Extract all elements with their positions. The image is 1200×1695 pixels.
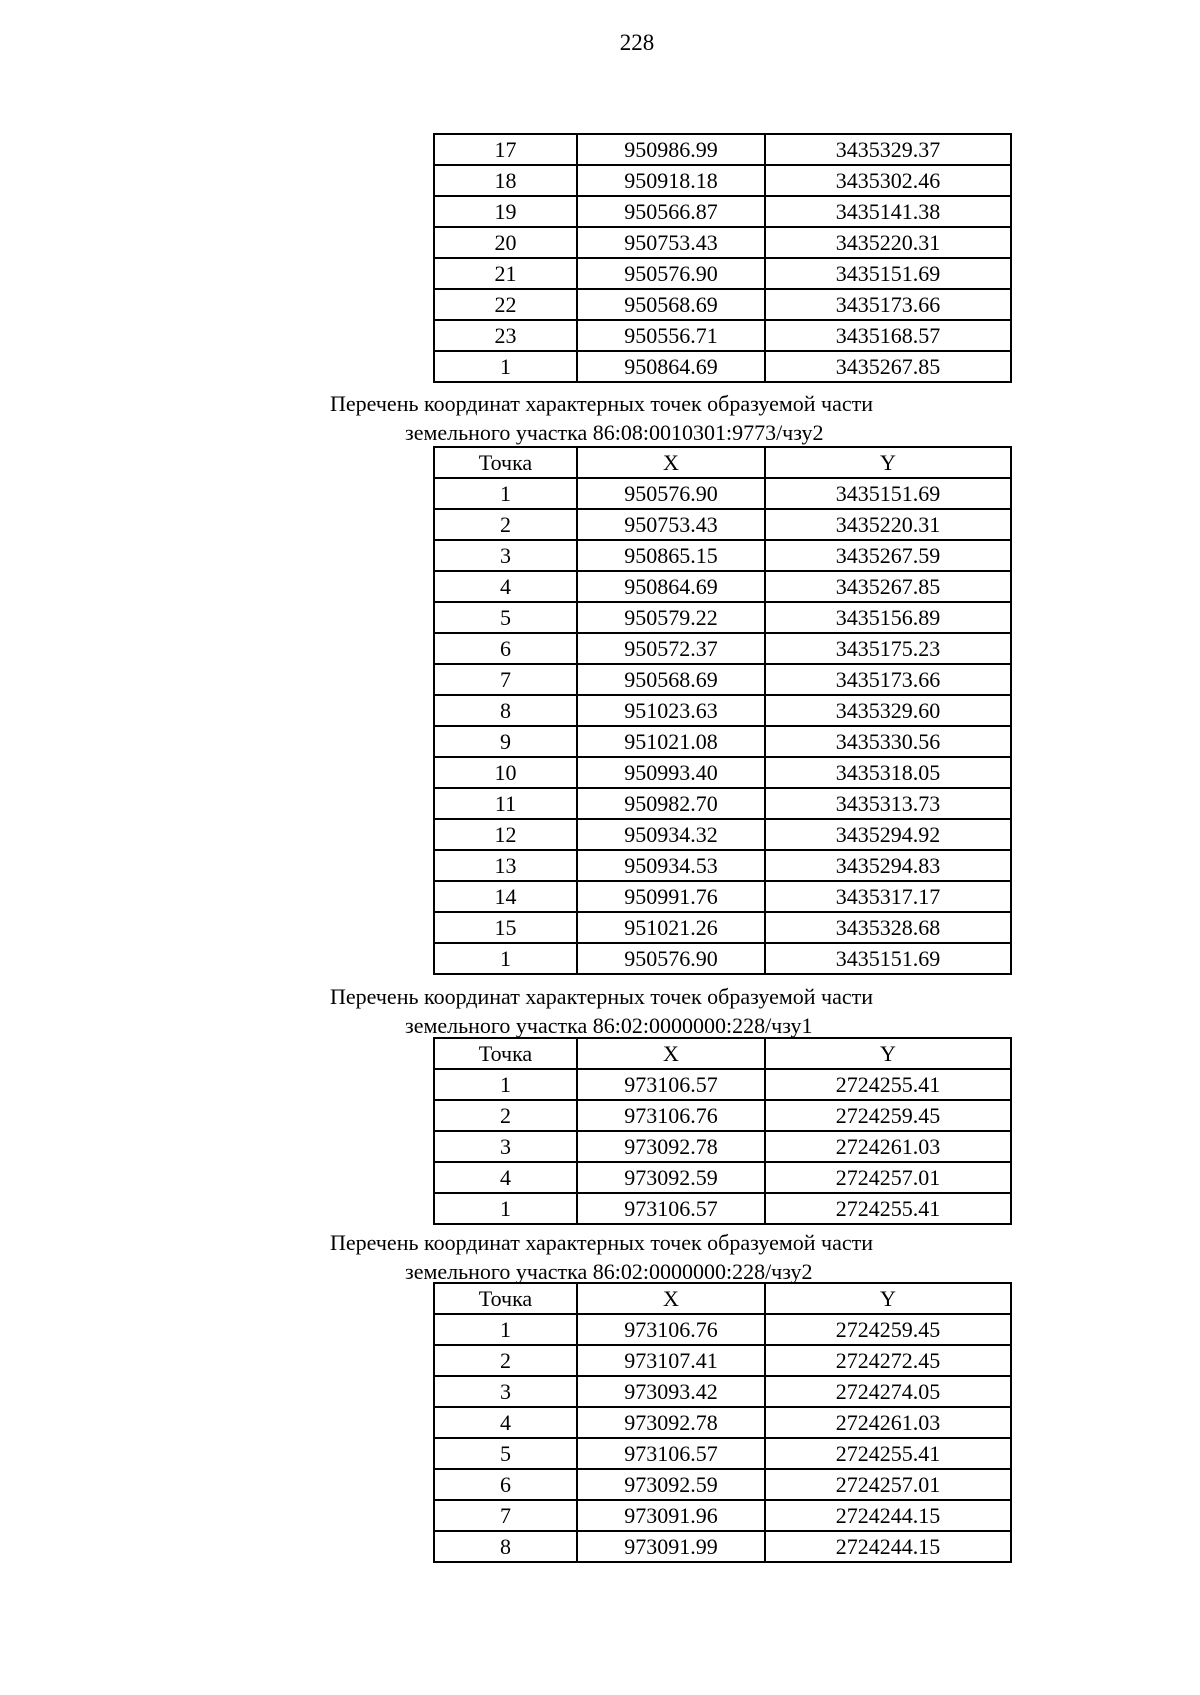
point-number-cell: 23 — [434, 320, 577, 351]
x-coordinate-cell: 950993.40 — [577, 757, 765, 788]
x-coordinate-cell: 973106.57 — [577, 1193, 765, 1224]
y-coordinate-cell: 2724255.41 — [765, 1069, 1011, 1100]
x-coordinate-cell: 950864.69 — [577, 351, 765, 382]
point-number-cell: 17 — [434, 134, 577, 165]
coordinates-table-continued — [433, 133, 1012, 383]
y-coordinate-cell: 3435141.38 — [765, 196, 1011, 227]
point-number-cell: 5 — [434, 1438, 577, 1469]
table-row — [434, 478, 1011, 509]
table-row — [434, 165, 1011, 196]
table-row — [434, 726, 1011, 757]
point-number-cell: 19 — [434, 196, 577, 227]
x-coordinate-cell: 973106.76 — [577, 1314, 765, 1345]
point-number-cell: 11 — [434, 788, 577, 819]
table-row — [434, 1469, 1011, 1500]
table-row — [434, 1193, 1011, 1224]
y-coordinate-cell: 2724257.01 — [765, 1469, 1011, 1500]
table-row — [434, 695, 1011, 726]
y-coordinate-cell: 2724261.03 — [765, 1131, 1011, 1162]
x-coordinate-cell: 950982.70 — [577, 788, 765, 819]
page-number: 228 — [619, 30, 655, 55]
y-coordinate-cell: 3435329.60 — [765, 695, 1011, 726]
x-coordinate-cell: 950918.18 — [577, 165, 765, 196]
x-coordinate-cell: 950753.43 — [577, 227, 765, 258]
section1-coordinates-table — [433, 446, 1012, 975]
y-coordinate-cell: 3435173.66 — [765, 664, 1011, 695]
point-number-cell: 20 — [434, 227, 577, 258]
table-row — [434, 633, 1011, 664]
x-coordinate-cell: 950579.22 — [577, 602, 765, 633]
point-number-cell: 6 — [434, 1469, 577, 1500]
x-coordinate-cell: 973093.42 — [577, 1376, 765, 1407]
x-coordinate-cell: 950572.37 — [577, 633, 765, 664]
y-coordinate-cell: 3435173.66 — [765, 289, 1011, 320]
x-coordinate-cell: 950934.53 — [577, 850, 765, 881]
table-row — [434, 850, 1011, 881]
column-header: Y — [765, 447, 1011, 478]
section2-table-block — [433, 1037, 1012, 1225]
section2-caption-line1: Перечень координат характерных точек образуемой части — [330, 984, 874, 1009]
point-number-cell: 1 — [434, 1069, 577, 1100]
point-number-cell: 8 — [434, 1531, 577, 1562]
x-coordinate-cell: 950865.15 — [577, 540, 765, 571]
y-coordinate-cell: 2724257.01 — [765, 1162, 1011, 1193]
table-row — [434, 1438, 1011, 1469]
point-number-cell: 10 — [434, 757, 577, 788]
table-row — [434, 351, 1011, 382]
table-row — [434, 1131, 1011, 1162]
point-number-cell: 6 — [434, 633, 577, 664]
x-coordinate-cell: 950991.76 — [577, 881, 765, 912]
x-coordinate-cell: 973106.57 — [577, 1438, 765, 1469]
table-row — [434, 227, 1011, 258]
y-coordinate-cell: 2724261.03 — [765, 1407, 1011, 1438]
y-coordinate-cell: 2724244.15 — [765, 1531, 1011, 1562]
y-coordinate-cell: 2724259.45 — [765, 1100, 1011, 1131]
y-coordinate-cell: 3435267.85 — [765, 571, 1011, 602]
column-header: X — [577, 1038, 765, 1069]
x-coordinate-cell: 973106.76 — [577, 1100, 765, 1131]
table-row — [434, 509, 1011, 540]
section2-coordinates-table — [433, 1037, 1012, 1225]
table-row — [434, 1531, 1011, 1562]
column-header: Y — [765, 1038, 1011, 1069]
point-number-cell: 2 — [434, 1345, 577, 1376]
y-coordinate-cell: 3435151.69 — [765, 258, 1011, 289]
table-header-row — [434, 447, 1011, 478]
point-number-cell: 14 — [434, 881, 577, 912]
point-number-cell: 8 — [434, 695, 577, 726]
x-coordinate-cell: 973091.96 — [577, 1500, 765, 1531]
table-row — [434, 788, 1011, 819]
table-row — [434, 664, 1011, 695]
point-number-cell: 22 — [434, 289, 577, 320]
x-coordinate-cell: 951023.63 — [577, 695, 765, 726]
y-coordinate-cell: 3435267.85 — [765, 351, 1011, 382]
section3-coordinates-table — [433, 1282, 1012, 1563]
table-row — [434, 196, 1011, 227]
point-number-cell: 1 — [434, 943, 577, 974]
column-header: Y — [765, 1283, 1011, 1314]
table-row — [434, 1500, 1011, 1531]
y-coordinate-cell: 3435329.37 — [765, 134, 1011, 165]
x-coordinate-cell: 973107.41 — [577, 1345, 765, 1376]
section3-caption-line1: Перечень координат характерных точек образуемой части — [330, 1230, 874, 1255]
point-number-cell: 13 — [434, 850, 577, 881]
point-number-cell: 1 — [434, 1314, 577, 1345]
table-header-row — [434, 1038, 1011, 1069]
table-row — [434, 881, 1011, 912]
y-coordinate-cell: 3435151.69 — [765, 478, 1011, 509]
point-number-cell: 3 — [434, 1131, 577, 1162]
point-number-cell: 1 — [434, 1193, 577, 1224]
y-coordinate-cell: 2724274.05 — [765, 1376, 1011, 1407]
x-coordinate-cell: 950576.90 — [577, 478, 765, 509]
y-coordinate-cell: 3435175.23 — [765, 633, 1011, 664]
point-number-cell: 7 — [434, 664, 577, 695]
y-coordinate-cell: 3435328.68 — [765, 912, 1011, 943]
point-number-cell: 1 — [434, 478, 577, 509]
x-coordinate-cell: 973091.99 — [577, 1531, 765, 1562]
table-row — [434, 1376, 1011, 1407]
table-row — [434, 1345, 1011, 1376]
y-coordinate-cell: 2724259.45 — [765, 1314, 1011, 1345]
point-number-cell: 4 — [434, 571, 577, 602]
y-coordinate-cell: 3435294.92 — [765, 819, 1011, 850]
x-coordinate-cell: 950753.43 — [577, 509, 765, 540]
section3-table-block — [433, 1282, 1012, 1563]
table-row — [434, 1314, 1011, 1345]
x-coordinate-cell: 950556.71 — [577, 320, 765, 351]
table-row — [434, 134, 1011, 165]
y-coordinate-cell: 2724244.15 — [765, 1500, 1011, 1531]
table-row — [434, 258, 1011, 289]
point-number-cell: 1 — [434, 351, 577, 382]
table-row — [434, 1100, 1011, 1131]
table-row — [434, 757, 1011, 788]
table-row — [434, 540, 1011, 571]
x-coordinate-cell: 973092.78 — [577, 1131, 765, 1162]
point-number-cell: 7 — [434, 1500, 577, 1531]
y-coordinate-cell: 3435151.69 — [765, 943, 1011, 974]
point-number-cell: 21 — [434, 258, 577, 289]
x-coordinate-cell: 950576.90 — [577, 943, 765, 974]
point-number-cell: 2 — [434, 1100, 577, 1131]
y-coordinate-cell: 3435294.83 — [765, 850, 1011, 881]
point-number-cell: 3 — [434, 540, 577, 571]
x-coordinate-cell: 973092.59 — [577, 1162, 765, 1193]
section1-caption-line2: земельного участка 86:08:0010301:9773/чзу2 — [405, 420, 824, 445]
table-row — [434, 943, 1011, 974]
column-header: X — [577, 447, 765, 478]
x-coordinate-cell: 951021.08 — [577, 726, 765, 757]
point-number-cell: 5 — [434, 602, 577, 633]
point-number-cell: 4 — [434, 1407, 577, 1438]
point-number-cell: 2 — [434, 509, 577, 540]
y-coordinate-cell: 3435168.57 — [765, 320, 1011, 351]
column-header: X — [577, 1283, 765, 1314]
column-header: Точка — [434, 447, 577, 478]
point-number-cell: 15 — [434, 912, 577, 943]
y-coordinate-cell: 3435267.59 — [765, 540, 1011, 571]
x-coordinate-cell: 950568.69 — [577, 289, 765, 320]
x-coordinate-cell: 973106.57 — [577, 1069, 765, 1100]
table-row — [434, 320, 1011, 351]
section1-caption-line1: Перечень координат характерных точек образуемой части — [330, 391, 874, 416]
table-row — [434, 289, 1011, 320]
y-coordinate-cell: 3435313.73 — [765, 788, 1011, 819]
table-row — [434, 1162, 1011, 1193]
x-coordinate-cell: 950934.32 — [577, 819, 765, 850]
table-row — [434, 912, 1011, 943]
table-header-row — [434, 1283, 1011, 1314]
x-coordinate-cell: 950566.87 — [577, 196, 765, 227]
x-coordinate-cell: 950568.69 — [577, 664, 765, 695]
table-row — [434, 571, 1011, 602]
y-coordinate-cell: 3435156.89 — [765, 602, 1011, 633]
column-header: Точка — [434, 1283, 577, 1314]
y-coordinate-cell: 3435330.56 — [765, 726, 1011, 757]
section1-caption — [300, 389, 1000, 447]
y-coordinate-cell: 2724255.41 — [765, 1438, 1011, 1469]
table-row — [434, 1069, 1011, 1100]
y-coordinate-cell: 3435318.05 — [765, 757, 1011, 788]
point-number-cell: 3 — [434, 1376, 577, 1407]
section3-caption — [300, 1228, 1000, 1286]
section2-caption — [300, 982, 1000, 1040]
point-number-cell: 9 — [434, 726, 577, 757]
x-coordinate-cell: 950864.69 — [577, 571, 765, 602]
y-coordinate-cell: 3435220.31 — [765, 509, 1011, 540]
y-coordinate-cell: 3435317.17 — [765, 881, 1011, 912]
x-coordinate-cell: 950576.90 — [577, 258, 765, 289]
y-coordinate-cell: 2724272.45 — [765, 1345, 1011, 1376]
column-header: Точка — [434, 1038, 577, 1069]
table-row — [434, 819, 1011, 850]
y-coordinate-cell: 3435220.31 — [765, 227, 1011, 258]
x-coordinate-cell: 973092.59 — [577, 1469, 765, 1500]
x-coordinate-cell: 973092.78 — [577, 1407, 765, 1438]
section2-caption-line2: земельного участка 86:02:0000000:228/чзу1 — [405, 1013, 813, 1038]
y-coordinate-cell: 3435302.46 — [765, 165, 1011, 196]
point-number-cell: 12 — [434, 819, 577, 850]
point-number-cell: 4 — [434, 1162, 577, 1193]
table-row — [434, 602, 1011, 633]
x-coordinate-cell: 950986.99 — [577, 134, 765, 165]
x-coordinate-cell: 951021.26 — [577, 912, 765, 943]
table-row — [434, 1407, 1011, 1438]
y-coordinate-cell: 2724255.41 — [765, 1193, 1011, 1224]
point-number-cell: 18 — [434, 165, 577, 196]
coordinates-table-continued-block — [433, 133, 1012, 383]
section1-table-block — [433, 446, 1012, 975]
section3-caption-line2: земельного участка 86:02:0000000:228/чзу2 — [405, 1259, 813, 1284]
